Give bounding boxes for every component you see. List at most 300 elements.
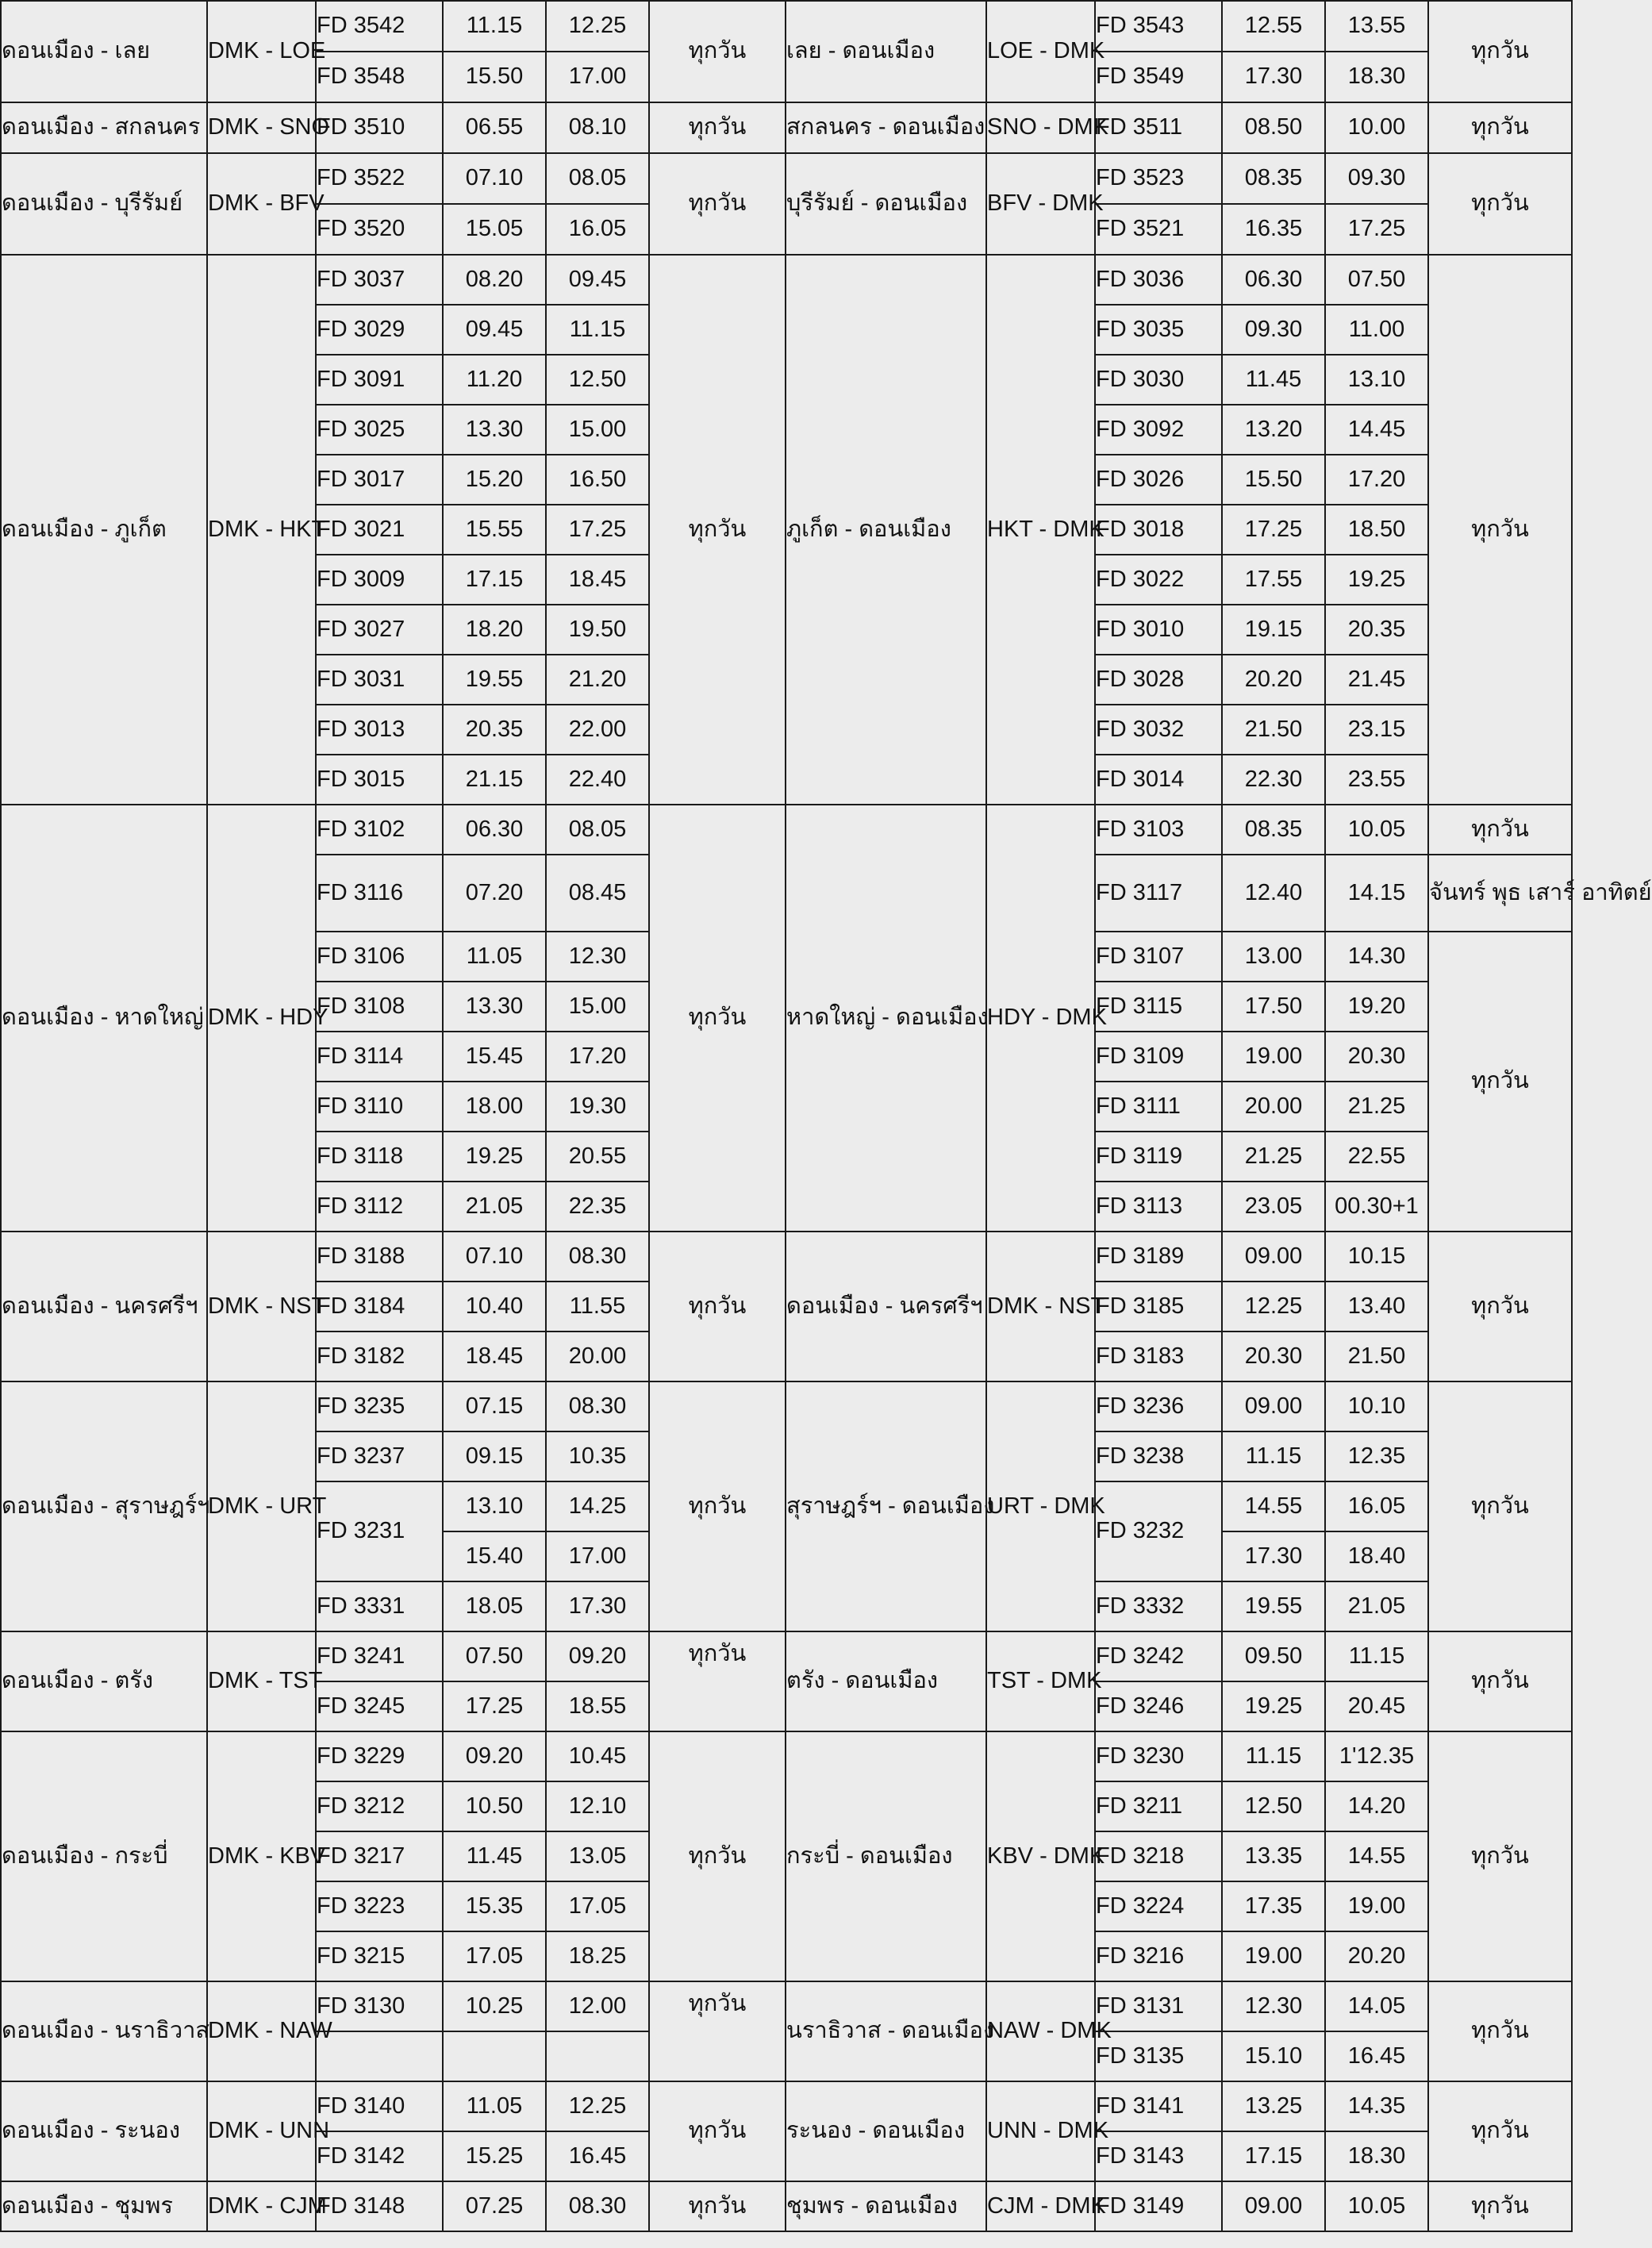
departure-time: 11.15 [1222,1731,1325,1781]
arrival-time: 1'12.35 [1325,1731,1428,1781]
flight-number: FD 3131 [1095,1981,1222,2031]
route-code: DMK - URT [207,1381,316,1631]
arrival-time: 18.30 [1325,2131,1428,2181]
table-row [1,1232,1572,1282]
operating-days: ทุกวัน [649,153,786,255]
departure-time: 17.15 [1222,2131,1325,2181]
arrival-time: 12.30 [546,932,649,982]
flight-number: FD 3119 [1095,1132,1222,1182]
flight-number: FD 3118 [316,1132,443,1182]
table-row [1,153,1572,204]
arrival-time: 11.15 [546,305,649,355]
arrival-time: 08.30 [546,1381,649,1431]
route-name: ดอนเมือง - หาดใหญ่ [1,805,207,1232]
arrival-time: 08.05 [546,153,649,204]
flight-number: FD 3141 [1095,2081,1222,2131]
departure-time: 06.55 [443,102,546,153]
departure-time: 17.05 [443,1931,546,1981]
arrival-time: 07.50 [1325,255,1428,305]
arrival-time: 18.55 [546,1681,649,1731]
flight-number: FD 3140 [316,2081,443,2131]
arrival-time: 19.30 [546,1082,649,1132]
arrival-time: 16.45 [1325,2031,1428,2081]
flight-number: FD 3143 [1095,2131,1222,2181]
flight-number: FD 3231 [316,1481,443,1581]
route-code: URT - DMK [986,1381,1095,1631]
departure-time: 20.35 [443,705,546,755]
operating-days: ทุกวัน [649,1232,786,1381]
departure-time: 18.45 [443,1332,546,1381]
table-row [1,255,1572,305]
flight-number: FD 3215 [316,1931,443,1981]
departure-time: 18.05 [443,1581,546,1631]
departure-time: 10.25 [443,1981,546,2031]
flight-number: FD 3117 [1095,855,1222,932]
departure-time: 13.30 [443,405,546,455]
flight-number: FD 3103 [1095,805,1222,855]
arrival-time: 20.20 [1325,1931,1428,1981]
flight-number: FD 3520 [316,204,443,255]
flight-number: FD 3092 [1095,405,1222,455]
departure-time: 09.45 [443,305,546,355]
arrival-time: 10.15 [1325,1232,1428,1282]
route-name: ภูเก็ต - ดอนเมือง [786,255,986,805]
flight-number: FD 3116 [316,855,443,932]
departure-time: 10.40 [443,1282,546,1332]
route-code: DMK - NST [986,1232,1095,1381]
route-code: CJM - DMK [986,2181,1095,2231]
departure-time: 15.05 [443,204,546,255]
departure-time: 15.40 [443,1531,546,1581]
flight-number: FD 3027 [316,605,443,655]
flight-number: FD 3148 [316,2181,443,2231]
departure-time: 11.05 [443,932,546,982]
arrival-time: 15.00 [546,982,649,1032]
flight-number: FD 3107 [1095,932,1222,982]
flight-number: FD 3510 [316,102,443,153]
route-name: ดอนเมือง - บุรีรัมย์ [1,153,207,255]
flight-number: FD 3009 [316,555,443,605]
flight-number: FD 3102 [316,805,443,855]
arrival-time: 17.25 [546,505,649,555]
flight-number: FD 3091 [316,355,443,405]
table-row [1,1981,1572,2031]
flight-number: FD 3135 [1095,2031,1222,2081]
arrival-time: 00.30+1 [1325,1182,1428,1232]
arrival-time: 17.05 [546,1881,649,1931]
operating-days: ทุกวัน [1428,805,1572,855]
flight-number: FD 3032 [1095,705,1222,755]
operating-days: ทุกวัน [649,1381,786,1631]
arrival-time: 20.55 [546,1132,649,1182]
flight-number: FD 3236 [1095,1381,1222,1431]
route-code: DMK - TST [207,1631,316,1731]
departure-time: 06.30 [1222,255,1325,305]
departure-time: 17.30 [1222,1531,1325,1581]
departure-time: 08.20 [443,255,546,305]
departure-time: 06.30 [443,805,546,855]
departure-time: 19.55 [1222,1581,1325,1631]
route-name: ดอนเมือง - ตรัง [1,1631,207,1731]
departure-time: 07.20 [443,855,546,932]
arrival-time: 13.05 [546,1831,649,1881]
departure-time: 14.55 [1222,1481,1325,1531]
route-code: KBV - DMK [986,1731,1095,1981]
route-code: DMK - KBV [207,1731,316,1981]
arrival-time: 21.50 [1325,1332,1428,1381]
route-code: UNN - DMK [986,2081,1095,2181]
departure-time: 15.20 [443,455,546,505]
table-row [1,102,1572,153]
departure-time: 09.00 [1222,1232,1325,1282]
departure-time: 13.30 [443,982,546,1032]
route-name: กระบี่ - ดอนเมือง [786,1731,986,1981]
arrival-time: 18.40 [1325,1531,1428,1581]
arrival-time: 10.35 [546,1431,649,1481]
arrival-time: 14.20 [1325,1781,1428,1831]
route-name: ดอนเมือง - กระบี่ [1,1731,207,1981]
arrival-time: 12.25 [546,2081,649,2131]
route-name: สกลนคร - ดอนเมือง [786,102,986,153]
departure-time: 12.25 [1222,1282,1325,1332]
departure-time: 21.15 [443,755,546,805]
departure-time: 10.50 [443,1781,546,1831]
flight-number: FD 3218 [1095,1831,1222,1881]
operating-days: ทุกวัน [1428,1381,1572,1631]
flight-number: FD 3237 [316,1431,443,1481]
flight-number: FD 3030 [1095,355,1222,405]
flight-number: FD 3142 [316,2131,443,2181]
route-code: BFV - DMK [986,153,1095,255]
arrival-time: 20.45 [1325,1681,1428,1731]
route-code: DMK - CJM [207,2181,316,2231]
route-name: ชุมพร - ดอนเมือง [786,2181,986,2231]
departure-time: 17.25 [1222,505,1325,555]
arrival-time: 22.00 [546,705,649,755]
flight-number: FD 3212 [316,1781,443,1831]
departure-time: 15.45 [443,1032,546,1082]
departure-time: 15.25 [443,2131,546,2181]
flight-number: FD 3106 [316,932,443,982]
departure-time: 15.10 [1222,2031,1325,2081]
departure-time: 20.20 [1222,655,1325,705]
operating-days: ทุกวัน [649,102,786,153]
arrival-time: 22.40 [546,755,649,805]
departure-time: 17.25 [443,1681,546,1731]
arrival-time: 23.55 [1325,755,1428,805]
departure-time: 09.00 [1222,1381,1325,1431]
flight-number: FD 3185 [1095,1282,1222,1332]
arrival-time: 11.15 [1325,1631,1428,1681]
route-name: ดอนเมือง - นราธิวาส [1,1981,207,2081]
departure-time: 17.30 [1222,52,1325,102]
flight-number: FD 3149 [1095,2181,1222,2231]
arrival-time: 20.30 [1325,1032,1428,1082]
flight-number: FD 3184 [316,1282,443,1332]
departure-time: 07.50 [443,1631,546,1681]
flight-number: FD 3029 [316,305,443,355]
departure-time: 07.10 [443,153,546,204]
arrival-time: 12.25 [546,1,649,52]
flight-number: FD 3223 [316,1881,443,1931]
flight-number: FD 3543 [1095,1,1222,52]
flight-number: FD 3224 [1095,1881,1222,1931]
flight-number-empty [316,2031,443,2081]
arrival-time: 17.30 [546,1581,649,1631]
operating-days: ทุกวัน [1428,932,1572,1232]
departure-time: 15.50 [1222,455,1325,505]
route-name: ระนอง - ดอนเมือง [786,2081,986,2181]
arrival-time: 19.00 [1325,1881,1428,1931]
departure-time: 08.35 [1222,805,1325,855]
flight-number: FD 3010 [1095,605,1222,655]
departure-time: 08.50 [1222,102,1325,153]
departure-time: 23.05 [1222,1182,1325,1232]
departure-time: 12.50 [1222,1781,1325,1831]
arrival-time: 18.30 [1325,52,1428,102]
departure-time: 19.00 [1222,1931,1325,1981]
flight-number: FD 3211 [1095,1781,1222,1831]
flight-number: FD 3182 [316,1332,443,1381]
flight-number: FD 3026 [1095,455,1222,505]
flight-number: FD 3216 [1095,1931,1222,1981]
route-name: หาดใหญ่ - ดอนเมือง [786,805,986,1232]
departure-time: 20.00 [1222,1082,1325,1132]
flight-number: FD 3115 [1095,982,1222,1032]
arrival-time: 14.15 [1325,855,1428,932]
flight-number: FD 3018 [1095,505,1222,555]
arrival-time: 08.30 [546,1232,649,1282]
arrival-time: 14.30 [1325,932,1428,982]
departure-time: 11.45 [443,1831,546,1881]
arrival-time: 10.45 [546,1731,649,1781]
departure-time: 17.55 [1222,555,1325,605]
flight-number: FD 3112 [316,1182,443,1232]
flight-number: FD 3241 [316,1631,443,1681]
table-row [1,1,1572,52]
route-name: บุรีรัมย์ - ดอนเมือง [786,153,986,255]
flight-number: FD 3022 [1095,555,1222,605]
arrival-time: 21.25 [1325,1082,1428,1132]
operating-days: จันทร์ พุธ เสาร์ อาทิตย์ [1428,855,1572,932]
flight-number: FD 3549 [1095,52,1222,102]
departure-time: 11.15 [443,1,546,52]
flight-number: FD 3014 [1095,755,1222,805]
flight-number: FD 3109 [1095,1032,1222,1082]
departure-time: 13.00 [1222,932,1325,982]
departure-time: 17.50 [1222,982,1325,1032]
departure-time: 19.00 [1222,1032,1325,1082]
route-name: ดอนเมือง - เลย [1,1,207,102]
arrival-time: 21.20 [546,655,649,705]
arrival-time: 20.00 [546,1332,649,1381]
table-row [1,2081,1572,2131]
arrival-time: 12.50 [546,355,649,405]
departure-time: 09.20 [443,1731,546,1781]
departure-time: 15.35 [443,1881,546,1931]
departure-time: 21.25 [1222,1132,1325,1182]
route-code: DMK - LOE [207,1,316,102]
operating-days: ทุกวัน [1428,1981,1572,2081]
flight-number: FD 3021 [316,505,443,555]
arrival-time: 22.35 [546,1182,649,1232]
route-name: นราธิวาส - ดอนเมือง [786,1981,986,2081]
departure-time: 13.25 [1222,2081,1325,2131]
flight-number: FD 3235 [316,1381,443,1431]
operating-days: ทุกวัน [1428,255,1572,805]
departure-time: 18.00 [443,1082,546,1132]
route-name: ดอนเมือง - ระนอง [1,2081,207,2181]
operating-days: ทุกวัน [649,1731,786,1981]
flight-number: FD 3331 [316,1581,443,1631]
departure-time: 11.20 [443,355,546,405]
arrival-time: 13.55 [1325,1,1428,52]
flight-number: FD 3189 [1095,1232,1222,1282]
flight-number: FD 3332 [1095,1581,1222,1631]
arrival-time: 17.00 [546,1531,649,1581]
arrival-time: 10.05 [1325,2181,1428,2231]
departure-time: 07.10 [443,1232,546,1282]
departure-time: 21.05 [443,1182,546,1232]
operating-days: ทุกวัน [1428,1631,1572,1731]
flight-number: FD 3542 [316,1,443,52]
route-code: DMK - SNO [207,102,316,153]
flight-number: FD 3031 [316,655,443,705]
flight-number: FD 3238 [1095,1431,1222,1481]
departure-time: 11.45 [1222,355,1325,405]
arrival-time: 09.45 [546,255,649,305]
flight-number: FD 3111 [1095,1082,1222,1132]
table-row [1,1381,1572,1431]
departure-time-empty [443,2031,546,2081]
flight-number: FD 3242 [1095,1631,1222,1681]
departure-time: 21.50 [1222,705,1325,755]
flight-number: FD 3028 [1095,655,1222,705]
departure-time: 09.50 [1222,1631,1325,1681]
departure-time: 22.30 [1222,755,1325,805]
route-code: NAW - DMK [986,1981,1095,2081]
arrival-time: 18.45 [546,555,649,605]
operating-days: ทุกวัน [649,1631,786,1731]
table-row [1,2181,1572,2231]
departure-time: 15.55 [443,505,546,555]
arrival-time: 18.50 [1325,505,1428,555]
flight-number: FD 3522 [316,153,443,204]
departure-time: 07.15 [443,1381,546,1431]
arrival-time: 13.40 [1325,1282,1428,1332]
route-code: HKT - DMK [986,255,1095,805]
arrival-time: 21.45 [1325,655,1428,705]
operating-days: ทุกวัน [649,1,786,102]
flight-number: FD 3245 [316,1681,443,1731]
arrival-time: 10.10 [1325,1381,1428,1431]
arrival-time: 10.00 [1325,102,1428,153]
flight-number: FD 3521 [1095,204,1222,255]
arrival-time: 12.10 [546,1781,649,1831]
route-code: DMK - UNN [207,2081,316,2181]
flight-number: FD 3523 [1095,153,1222,204]
arrival-time: 21.05 [1325,1581,1428,1631]
departure-time: 11.05 [443,2081,546,2131]
arrival-time: 19.50 [546,605,649,655]
arrival-time: 11.55 [546,1282,649,1332]
flight-number: FD 3188 [316,1232,443,1282]
arrival-time-empty [546,2031,649,2081]
flight-number: FD 3183 [1095,1332,1222,1381]
departure-time: 19.25 [443,1132,546,1182]
operating-days: ทุกวัน [1428,2081,1572,2181]
operating-days: ทุกวัน [649,805,786,1232]
operating-days: ทุกวัน [1428,1731,1572,1981]
route-code: TST - DMK [986,1631,1095,1731]
departure-time: 12.40 [1222,855,1325,932]
departure-time: 08.35 [1222,153,1325,204]
arrival-time: 08.45 [546,855,649,932]
departure-time: 19.15 [1222,605,1325,655]
flight-number: FD 3130 [316,1981,443,2031]
route-name: ดอนเมือง - สกลนคร [1,102,207,153]
flight-number: FD 3110 [316,1082,443,1132]
table-row [1,1731,1572,1781]
arrival-time: 09.20 [546,1631,649,1681]
operating-days: ทุกวัน [1428,1232,1572,1381]
arrival-time: 14.35 [1325,2081,1428,2131]
flight-number: FD 3108 [316,982,443,1032]
operating-days: ทุกวัน [1428,1,1572,102]
arrival-time: 12.35 [1325,1431,1428,1481]
departure-time: 19.55 [443,655,546,705]
flight-number: FD 3230 [1095,1731,1222,1781]
arrival-time: 11.00 [1325,305,1428,355]
departure-time: 16.35 [1222,204,1325,255]
route-code: DMK - BFV [207,153,316,255]
operating-days: ทุกวัน [649,1981,786,2081]
flight-number: FD 3511 [1095,102,1222,153]
flight-number: FD 3015 [316,755,443,805]
flight-number: FD 3114 [316,1032,443,1082]
route-code: DMK - HKT [207,255,316,805]
route-code: DMK - NST [207,1232,316,1381]
route-name: ตรัง - ดอนเมือง [786,1631,986,1731]
departure-time: 13.35 [1222,1831,1325,1881]
departure-time: 15.50 [443,52,546,102]
departure-time: 07.25 [443,2181,546,2231]
departure-time: 13.10 [443,1481,546,1531]
route-name: ดอนเมือง - นครศรีฯ [786,1232,986,1381]
departure-time: 12.55 [1222,1,1325,52]
route-code: LOE - DMK [986,1,1095,102]
arrival-time: 19.25 [1325,555,1428,605]
arrival-time: 23.15 [1325,705,1428,755]
table-row [1,1631,1572,1681]
table-row [1,805,1572,855]
departure-time: 09.00 [1222,2181,1325,2231]
departure-time: 09.15 [443,1431,546,1481]
departure-time: 17.35 [1222,1881,1325,1931]
arrival-time: 17.20 [546,1032,649,1082]
arrival-time: 16.05 [1325,1481,1428,1531]
flight-number: FD 3217 [316,1831,443,1881]
arrival-time: 15.00 [546,405,649,455]
flight-number: FD 3232 [1095,1481,1222,1581]
flight-number: FD 3013 [316,705,443,755]
departure-time: 12.30 [1222,1981,1325,2031]
arrival-time: 08.10 [546,102,649,153]
route-name: ดอนเมือง - สุราษฎร์ฯ [1,1381,207,1631]
departure-time: 18.20 [443,605,546,655]
departure-time: 20.30 [1222,1332,1325,1381]
flight-number: FD 3037 [316,255,443,305]
